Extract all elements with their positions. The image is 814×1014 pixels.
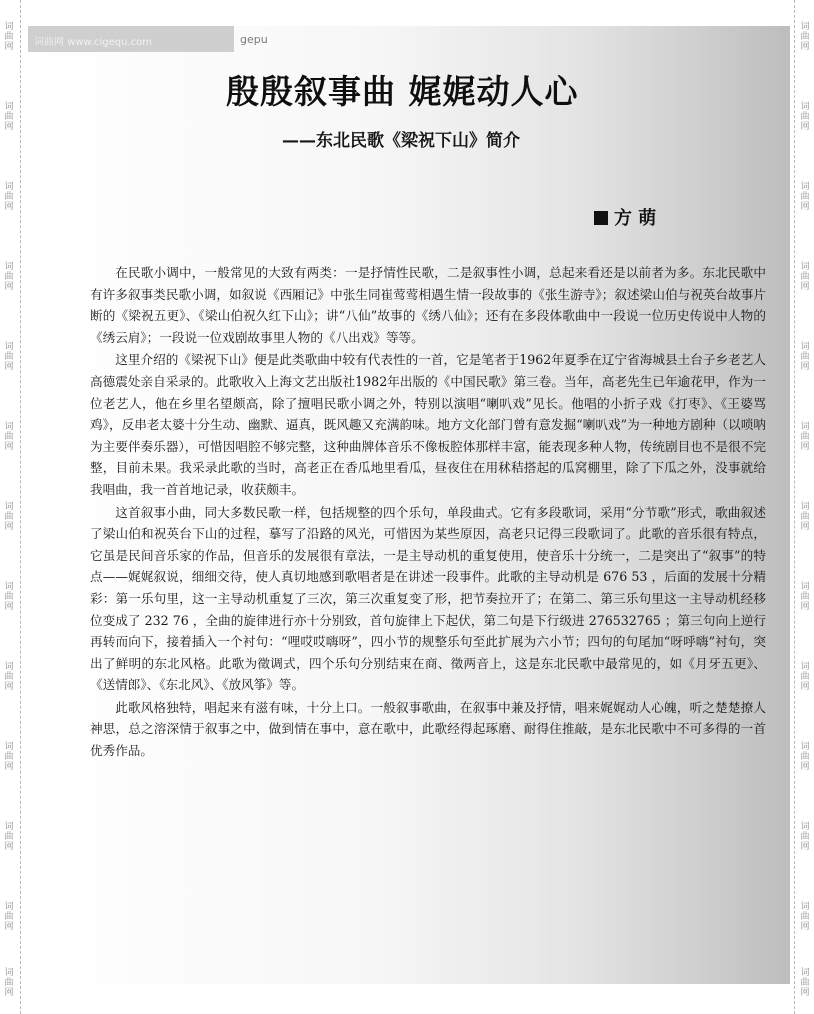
watermark-right-7: 词 曲 网 [800, 502, 810, 532]
watermark-left-5: 词 曲 网 [4, 342, 14, 372]
watermark-left-8: 词 曲 网 [4, 582, 14, 612]
header-tag: gepu [240, 33, 268, 46]
watermark-right-3: 词 曲 网 [800, 182, 810, 212]
watermark-left-2: 词 曲 网 [4, 102, 14, 132]
watermark-left-11: 词 曲 网 [4, 822, 14, 852]
watermark-right-5: 词 曲 网 [800, 342, 810, 372]
watermark-right-9: 词 曲 网 [800, 662, 810, 692]
watermark-right-12: 词 曲 网 [800, 902, 810, 932]
watermark-left-12: 词 曲 网 [4, 902, 14, 932]
watermark-left-13: 词 曲 网 [4, 968, 14, 998]
paragraph-4: 此歌风格独特，唱起来有滋有味，十分上口。一般叙事歌曲，在叙事中兼及抒情，唱来娓娓动人心魄，听之楚楚撩人神思，总之溶深情于叙事之中，做到情在事中，意在歌中，此歌经得起琢磨、耐得住推敲，是东北民歌中不可多得的一首优秀作品。 [90, 699, 766, 759]
watermark-right-2: 词 曲 网 [800, 102, 810, 132]
watermark-left-7: 词 曲 网 [4, 502, 14, 532]
watermark-left-1: 词 曲 网 [4, 22, 14, 52]
header-site-text: 词曲网 www.cigequ.com [34, 37, 152, 48]
article-author [594, 204, 656, 230]
article-body [90, 262, 766, 762]
watermark-left-9: 词 曲 网 [4, 662, 14, 692]
right-dashed-border [794, 0, 795, 1014]
header-banner [28, 26, 234, 52]
watermark-left-6: 词 曲 网 [4, 422, 14, 452]
author-name: 方 萌 [614, 208, 657, 229]
left-dashed-border [20, 0, 21, 1014]
watermark-right-4: 词 曲 网 [800, 262, 810, 292]
watermark-left-4: 词 曲 网 [4, 262, 14, 292]
article-subtitle: ——东北民歌《梁祝下山》简介 [282, 131, 520, 151]
watermark-left-10: 词 曲 网 [4, 742, 14, 772]
watermark-right-1: 词 曲 网 [800, 22, 810, 52]
paragraph-2: 这里介绍的《梁祝下山》便是此类歌曲中较有代表性的一首，它是笔者于1962年夏季在辽宁省海城县土台子乡老艺人高德震处亲自采录的。此歌收入上海文艺出版社1982年出版的《中国民歌》第三卷。当年，高老先生已年逾花甲，作为一位老艺人，他在乡里名望颇高，除了擅唱民歌小调之外，特别以演唱“喇叭戏”见长。他唱的小折子戏《打枣》、《王婆骂鸡》，反串老太婆十分生动、幽默、逼真，既风趣又充满韵味。地方文化部门曾有意发掘“喇叭戏”为一种地方剧种（以唢呐为主要伴奏乐器），可惜因唱腔不够完整，这种曲牌体音乐不像板腔体那样丰富，能表现多种人物，传统剧目也不是很不完整，目前未果。我采录此歌的当时，高老正在香瓜地里看瓜，昼夜住在用秫秸搭起的瓜窝棚里，除了下瓜之外，没事就给我唱曲，我一首首地记录，收获颇丰。 [90, 352, 766, 497]
watermark-right-10: 词 曲 网 [800, 742, 810, 772]
watermark-right-6: 词 曲 网 [800, 422, 810, 452]
author-square-mark [594, 211, 608, 225]
article-title: 殷殷叙事曲 娓娓动人心 [226, 72, 579, 111]
watermark-right-13: 词 曲 网 [800, 968, 810, 998]
watermark-right-11: 词 曲 网 [800, 822, 810, 852]
scanned-page [28, 26, 790, 984]
left-margin-watermark [0, 0, 22, 1014]
watermark-right-8: 词 曲 网 [800, 582, 810, 612]
paragraph-1: 在民歌小调中，一般常见的大致有两类：一是抒情性民歌，二是叙事性小调，总起来看还是以前者为多。东北民歌中有许多叙事类民歌小调，如叙说《西厢记》中张生同崔莺莺相遇生情一段故事的《张生游寺》；叙述梁山伯与祝英台故事片断的《梁祝五更》、《梁山伯祝久红下山》；讲“八仙”故事的《绣八仙》；还有在多段体歌曲中一段说一位历史传说中人物的《绣云肩》；一段说一位戏剧故事里人物的《八出戏》等等。 [90, 265, 766, 345]
right-margin-watermark [792, 0, 814, 1014]
paragraph-3: 这首叙事小曲，同大多数民歌一样，包括规整的四个乐句，单段曲式。它有多段歌词，采用“分节歌”形式，歌曲叙述了梁山伯和祝英台下山的过程，摹写了沿路的风光，可惜因为某些原因，高老只记得三段歌词了。此歌的音乐很有特点，它虽是民间音乐家的作品，但音乐的发展很有章法，一是主导动机的重复使用，使音乐十分统一，二是突出了“叙事”的特点——娓娓叙说，细细交待，使人真切地感到歌唱者是在讲述一段事件。此歌的主导动机是 676 53 ，后面的发展十分精彩：第一乐句里，这一主导动机重复了三次，第三次重复变了形，把节奏拉开了；在第二、第三乐句里这一主导动机经移位变成了 232 76 ，全曲的旋律进行亦十分别致，首句旋律上下起伏，第二句是下行级进 276532765 ；第三句向上逆行再转而向下，接着插入一个衬句：“哩哎哎嗨呀”，四小节的规整乐句至此扩展为六小节；四句的句尾加“呀呼嗨”衬句，突出了鲜明的东北风格。此歌为徵调式，四个乐句分别结束在商、徵两音上，这是东北民歌中最常见的，如《月牙五更》、《送情郎》、《东北风》、《放风筝》等。 [90, 504, 766, 693]
watermark-left-3: 词 曲 网 [4, 182, 14, 212]
